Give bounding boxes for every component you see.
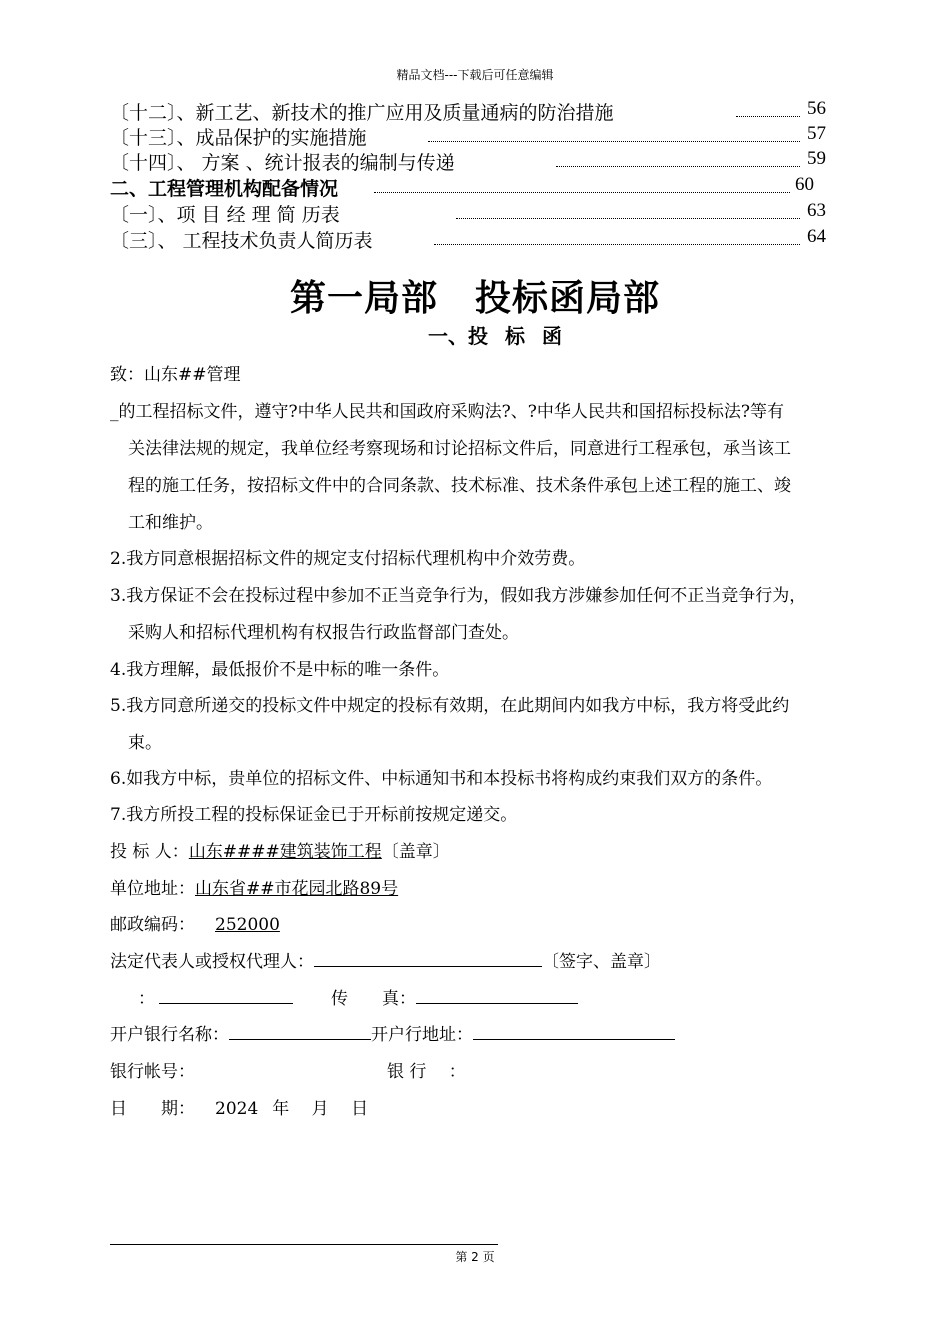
account-label: 银行帐号： <box>110 1062 195 1082</box>
paragraph-line: 2.我方同意根据招标文件的规定支付招标代理机构中介效劳费。 <box>110 549 586 569</box>
bank-label: 银 行 ： <box>387 1062 466 1082</box>
address-label: 单位地址： <box>110 879 195 899</box>
paragraph-line: 4.我方理解，最低报价不是中标的唯一条件。 <box>110 660 450 680</box>
postcode-label: 邮政编码： <box>110 915 195 935</box>
toc-leader <box>736 116 800 117</box>
date-year[interactable]: 2024 <box>215 1099 259 1119</box>
bidder-suffix: 〔盖章〕 <box>381 842 450 862</box>
bank-address-label: 开户行地址： <box>371 1025 473 1045</box>
bidder-value[interactable]: 山东####建筑装饰工程 <box>188 842 382 862</box>
footer-divider <box>110 1244 498 1245</box>
bidder-row <box>110 837 450 862</box>
toc-entry-page: 57 <box>807 123 826 144</box>
toc-leader <box>374 192 790 193</box>
toc-entry-page: 60 <box>795 174 814 195</box>
bank-name-field[interactable] <box>229 1023 371 1040</box>
toc-entry[interactable] <box>110 98 826 122</box>
toc-leader <box>428 141 800 142</box>
address-value[interactable]: 山东省##市花园北路89号 <box>195 879 399 899</box>
toc-entry-page: 64 <box>807 226 826 247</box>
toc-entry[interactable] <box>110 200 826 224</box>
toc-entry-label: 二、工程管理机构配备情况 <box>110 178 339 200</box>
paragraph-line: 程的施工任务，按招标文件中的合同条款、技术标准、技术条件承包上述工程的施工、竣 <box>128 476 791 496</box>
toc-entry[interactable] <box>110 148 826 172</box>
bidder-label: 投 标 人： <box>110 842 189 862</box>
paragraph-line: 采购人和招标代理机构有权报告行政监督部门查处。 <box>128 623 519 643</box>
representative-field[interactable] <box>314 950 542 967</box>
phone-field[interactable] <box>159 987 293 1004</box>
account-row <box>110 1057 466 1082</box>
toc-entry-page: 59 <box>807 148 826 169</box>
addressee: 致：山东##管理 <box>110 365 241 385</box>
bank-address-field[interactable] <box>473 1023 675 1040</box>
fax-field[interactable] <box>416 987 578 1004</box>
toc-entry[interactable] <box>110 226 826 250</box>
toc-entry-label: 〔一〕、项 目 经 理 简 历表 <box>110 204 340 226</box>
toc-entry-label: 〔十二〕、新工艺、新技术的推广应用及质量通病的防治措施 <box>110 102 614 124</box>
paragraph-line: 关法律法规的规定，我单位经考察现场和讨论招标文件后，同意进行工程承包，承当该工 <box>128 439 791 459</box>
representative-row <box>110 947 661 972</box>
paragraph-line: 束。 <box>128 733 162 753</box>
paragraph-line: 3.我方保证不会在投标过程中参加不正当竞争行为，假如我方涉嫌参加任何不正当竞争行为， <box>110 586 807 606</box>
page-header: 精品文档---下载后可任意编辑 <box>396 68 554 82</box>
toc-entry[interactable] <box>110 123 826 147</box>
date-label: 日 期： <box>110 1099 195 1119</box>
toc-entry-page: 56 <box>807 98 826 119</box>
toc-entry-label: 〔三〕、 工程技术负责人简历表 <box>110 230 373 252</box>
toc-entry-page: 63 <box>807 200 826 221</box>
paragraph-line: 7.我方所投工程的投标保证金已于开标前按规定递交。 <box>110 805 518 825</box>
toc-leader <box>456 218 800 219</box>
bank-row <box>110 1020 675 1045</box>
representative-label: 法定代表人或授权代理人： <box>110 952 314 972</box>
section-title: 第一局部 投标函局部 <box>289 278 660 319</box>
postcode-row <box>110 910 597 935</box>
toc-entry[interactable] <box>110 174 826 198</box>
page-number: 第 2 页 <box>455 1250 495 1264</box>
bank-name-label: 开户银行名称： <box>110 1025 229 1045</box>
phone-colon: ： <box>138 989 155 1009</box>
paragraph-line: 5.我方同意所递交的投标文件中规定的投标有效期，在此期间内如我方中标，我方将受此约 <box>110 696 790 716</box>
phone-fax-row <box>138 984 578 1009</box>
date-row <box>110 1094 368 1119</box>
toc-leader <box>556 166 800 167</box>
fax-label: 传 真： <box>331 989 416 1009</box>
paragraph-line: 6.如我方中标，贵单位的招标文件、中标通知书和本投标书将构成约束我们双方的条件。 <box>110 769 773 789</box>
representative-suffix: 〔签字、盖章〕 <box>542 952 661 972</box>
postcode-value[interactable]: 252000 <box>215 915 280 935</box>
address-row <box>110 874 414 899</box>
toc-leader <box>434 244 800 245</box>
paragraph-line: 工和维护。 <box>128 513 213 533</box>
section-subtitle: 一、投 标 函 <box>428 324 562 348</box>
paragraph-line: _的工程招标文件，遵守?中华人民共和国政府采购法?、?中华人民共和国招标投标法?等有 <box>110 402 784 422</box>
toc-entry-label: 〔十四〕、 方案 、统计报表的编制与传递 <box>110 152 455 174</box>
date-rest: 年 月 日 <box>272 1099 369 1119</box>
toc-entry-label: 〔十三〕、成品保护的实施措施 <box>110 127 367 149</box>
